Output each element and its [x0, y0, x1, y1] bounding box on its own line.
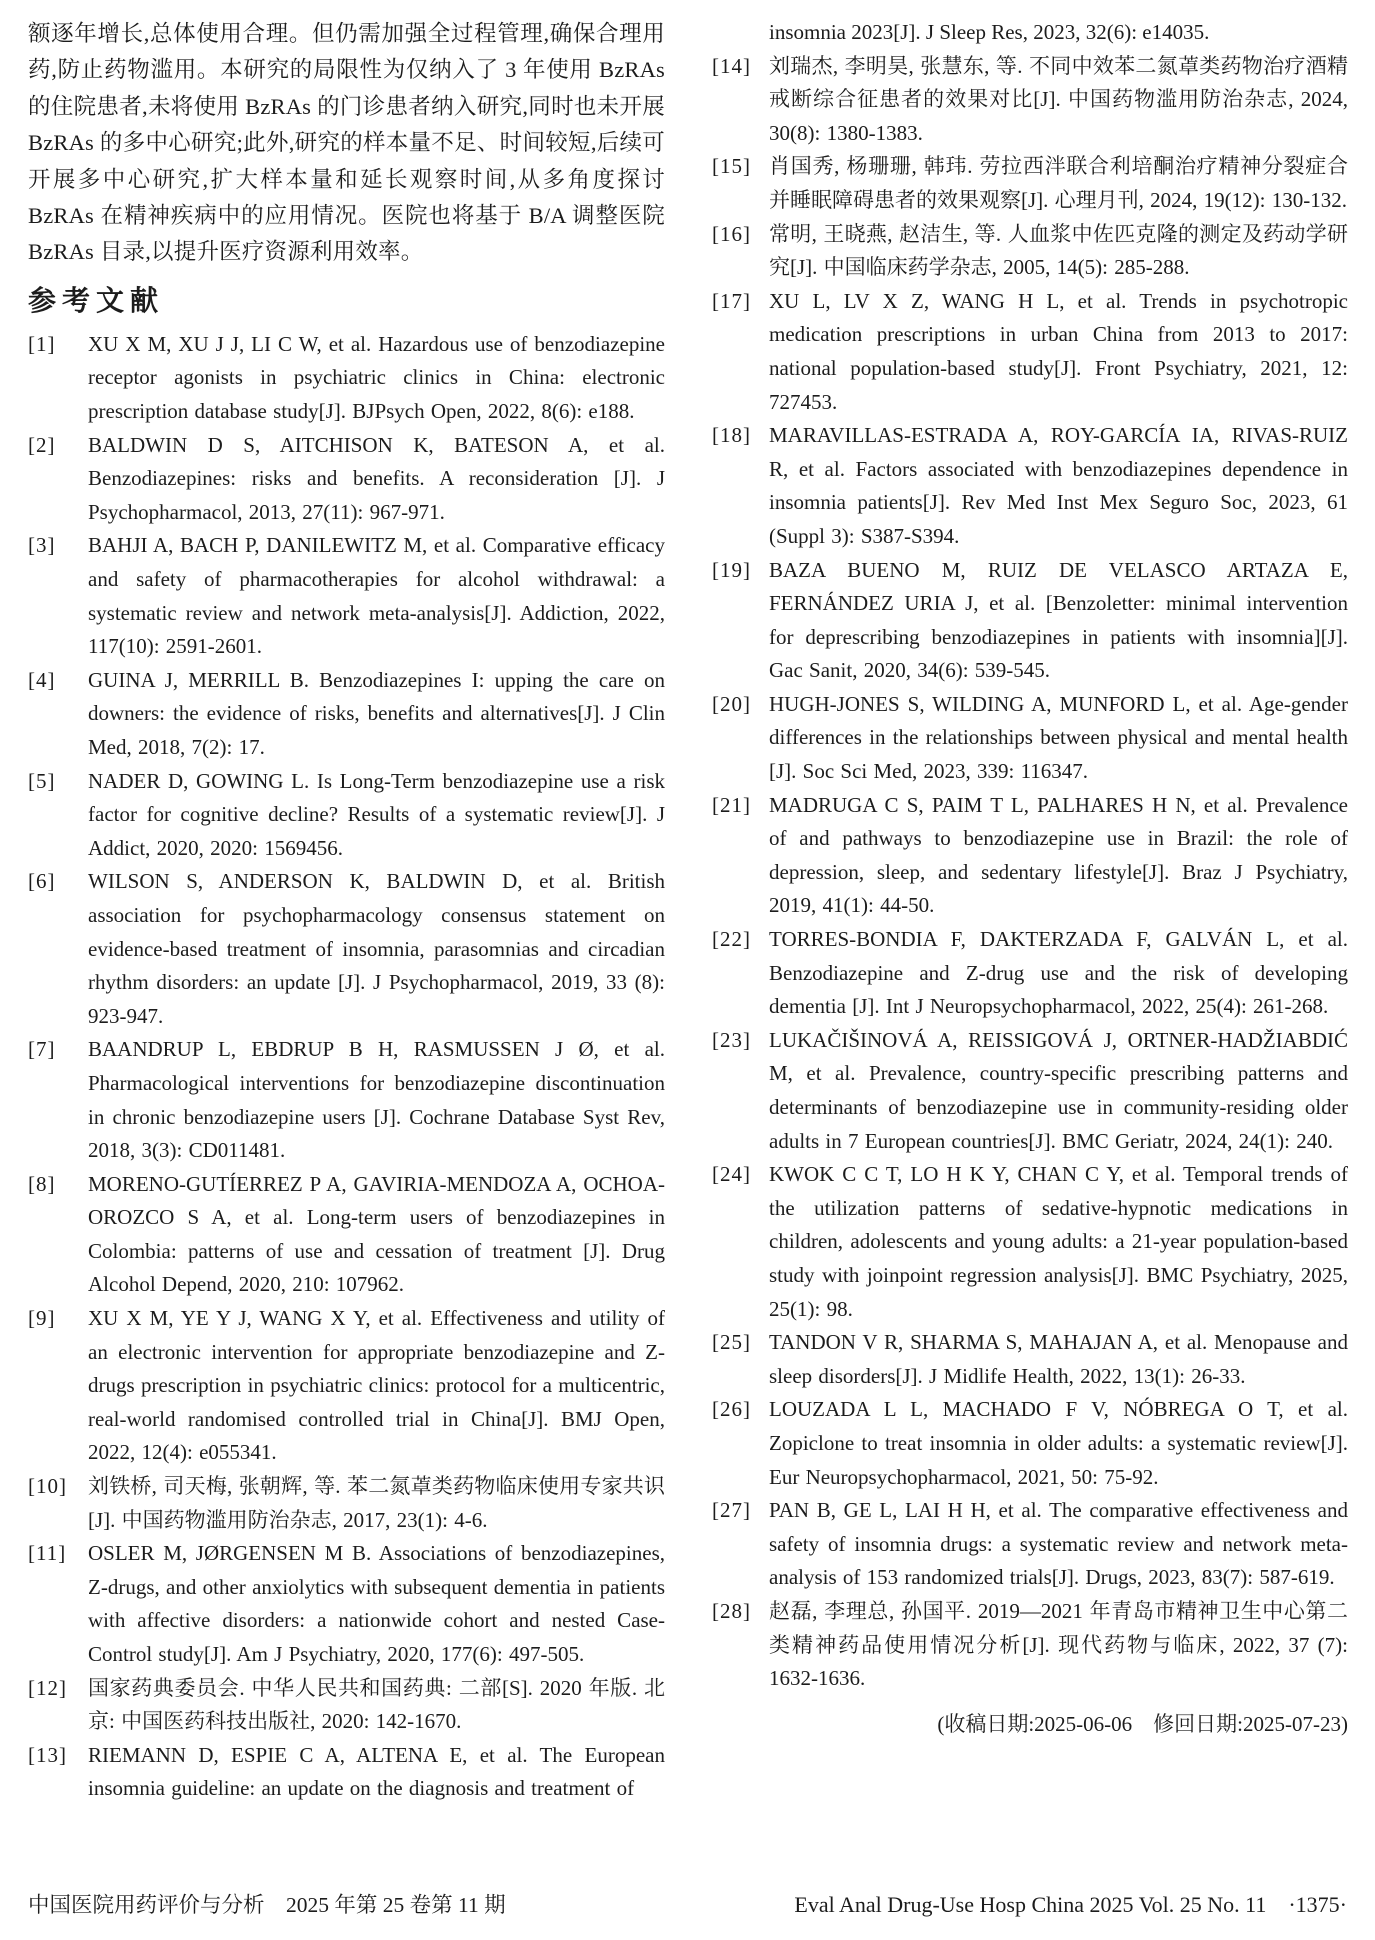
reference-text: RIEMANN D, ESPIE C A, ALTENA E, et al. The European insomnia guideline: an update on the diagnosis and treatment of [88, 1742, 665, 1801]
reference-item [28, 328, 665, 429]
reference-text: 肖国秀, 杨珊珊, 韩玮. 劳拉西泮联合利培酮治疗精神分裂症合并睡眠障碍患者的效果观察[J]. 心理月刊, 2024, 19(12): 130-132. [769, 154, 1348, 212]
reference-continuation-line [712, 16, 1348, 50]
reference-item [712, 1158, 1348, 1326]
reference-item [712, 1393, 1348, 1494]
reference-text: XU L, LV X Z, WANG H L, et al. Trends in psychotropic medication prescriptions in urban China from 2013 to 2017: national population-based study[J]. Front Psychiatry, 2021, 12: 727453. [769, 288, 1348, 414]
reference-continuation-text: insomnia 2023[J]. J Sleep Res, 2023, 32(6): e14035. [769, 20, 1210, 44]
reference-text: PAN B, GE L, LAI H H, et al. The comparative effectiveness and safety of insomnia drugs: a systematic review and network meta-analysis of 153 randomized trials[J]. Drugs, 2023, 83(7): 587-619. [769, 1498, 1348, 1590]
references-list-right [712, 50, 1348, 1696]
reference-number: [8] [28, 1171, 56, 1196]
reference-number: [10] [28, 1474, 67, 1499]
reference-item [712, 218, 1348, 285]
reference-text: GUINA J, MERRILL B. Benzodiazepines I: upping the care on downers: the evidence of risks, benefits and alternatives[J]. J Clin Med, 2018, 7(2): 17. [88, 667, 665, 759]
reference-text: 刘铁桥, 司天梅, 张朝辉, 等. 苯二氮䓬类药物临床使用专家共识[J]. 中国药物滥用防治杂志, 2017, 23(1): 4-6. [88, 1474, 665, 1532]
reference-number: [9] [28, 1306, 56, 1331]
reference-number: [23] [712, 1027, 751, 1052]
reference-number: [22] [712, 927, 751, 952]
reference-item [712, 1326, 1348, 1393]
reference-item [712, 1024, 1348, 1158]
reference-item [28, 1672, 665, 1739]
reference-text: 刘瑞杰, 李明昊, 张慧东, 等. 不同中效苯二氮䓬类药物治疗酒精戒断综合征患者的效果对比[J]. 中国药物滥用防治杂志, 2024, 30(8): 1380-1383. [769, 53, 1348, 145]
footer-journal-title-cn: 中国医院用药评价与分析 2025 年第 25 卷第 11 期 [28, 1893, 506, 1917]
reference-number: [15] [712, 154, 751, 179]
reference-text: TORRES-BONDIA F, DAKTERZADA F, GALVÁN L, et al. Benzodiazepine and Z-drug use and the risk of developing dementia [J]. Int J Neuropsychopharmacol, 2022, 25(4): 261-268. [769, 927, 1348, 1019]
reference-number: [27] [712, 1498, 751, 1523]
reference-item [28, 529, 665, 663]
reference-text: OSLER M, JØRGENSEN M B. Associations of benzodiazepines, Z-drugs, and other anxiolytics with subsequent dementia in patients with affective disorders: a nationwide cohort and nested Case-Control study[J]. Am J Psychiatry, 2020, 177(6): 497-505. [88, 1541, 665, 1666]
reference-text: BAZA BUENO M, RUIZ DE VELASCO ARTAZA E, FERNÁNDEZ URIA J, et al. [Benzoletter: minimal intervention for deprescribing benzodiazepines in patients with insomnia][J]. Gac Sanit, 2020, 34(6): 539-545. [769, 557, 1348, 683]
reference-item [712, 1494, 1348, 1595]
reference-text: TANDON V R, SHARMA S, MAHAJAN A, et al. Menopause and sleep disorders[J]. J Midlife Health, 2022, 13(1): 26-33. [769, 1330, 1348, 1388]
reference-number: [20] [712, 691, 751, 716]
reference-text: 赵磊, 李理总, 孙国平. 2019—2021 年青岛市精神卫生中心第二类精神药品使用情况分析[J]. 现代药物与临床, 2022, 37 (7): 1632-1636. [769, 1598, 1348, 1691]
reference-text: BALDWIN D S, AITCHISON K, BATESON A, et al. Benzodiazepines: risks and benefits. A reconsideration [J]. J Psychopharmacol, 2013, 27(11): 967-971. [88, 432, 665, 524]
reference-number: [26] [712, 1397, 751, 1422]
discussion-paragraph: 额逐年增长,总体使用合理。但仍需加强全过程管理,确保合理用药,防止药物滥用。本研究的局限性为仅纳入了 3 年使用 BzRAs 的住院患者,未将使用 BzRAs 的门诊患者纳入研究,同时也未开展 BzRAs 的多中心研究;此外,研究的样本量不足、时间较短,后续可开展多中心研究,扩大样本量和延长观察时间,从多角度探讨 BzRAs 在精神疾病中的应用情况。医院也将基于 B/A 调整医院 BzRAs 目录,以提升医疗资源利用效率。 [28, 21, 665, 265]
reference-number: [11] [28, 1541, 67, 1566]
reference-item [712, 50, 1348, 151]
reference-number: [4] [28, 667, 56, 692]
reference-number: [14] [712, 53, 751, 78]
reference-number: [7] [28, 1037, 56, 1062]
reference-text: MORENO-GUTÍERREZ P A, GAVIRIA-MENDOZA A, OCHOA-OROZCO S A, et al. Long-term users of benzodiazepines in Colombia: patterns of use and cessation of treatment [J]. Drug Alcohol Depend, 2020, 210: 107962. [88, 1171, 665, 1297]
reference-text: KWOK C C T, LO H K Y, CHAN C Y, et al. Temporal trends of the utilization patterns of sedative-hypnotic medications in children, adolescents and young adults: a 21-year population-based study with joinpoint regression analysis[J]. BMC Psychiatry, 2025, 25(1): 98. [769, 1162, 1348, 1321]
reference-number: [6] [28, 869, 56, 894]
reference-text: LUKAČIŠINOVÁ A, REISSIGOVÁ J, ORTNER-HADŽIABDIĆ M, et al. Prevalence, country-specific prescribing patterns and determinants of benzodiazepine use in community-residing older adults in 7 European countries[J]. BMC Geriatr, 2024, 24(1): 240. [769, 1027, 1348, 1153]
reference-number: [18] [712, 423, 751, 448]
reference-number: [2] [28, 432, 56, 457]
references-list-left [28, 328, 665, 1806]
reference-number: [19] [712, 557, 751, 582]
reference-item [28, 1537, 665, 1671]
reference-item [28, 664, 665, 765]
reference-item [28, 1739, 665, 1806]
reference-item [28, 765, 665, 866]
reference-text: LOUZADA L L, MACHADO F V, NÓBREGA O T, et al. Zopiclone to treat insomnia in older adults: a systematic review[J]. Eur Neuropsychopharmacol, 2021, 50: 75-92. [769, 1397, 1348, 1489]
reference-number: [24] [712, 1162, 751, 1187]
reference-item [712, 923, 1348, 1024]
reference-text: BAANDRUP L, EBDRUP B H, RASMUSSEN J Ø, et al. Pharmacological interventions for benzodiazepine discontinuation in chronic benzodiazepine users [J]. Cochrane Database Syst Rev, 2018, 3(3): CD011481. [88, 1037, 665, 1163]
reference-text: NADER D, GOWING L. Is Long-Term benzodiazepine use a risk factor for cognitive decline? Results of a systematic review[J]. J Addict, 2020, 2020: 1569456. [88, 768, 665, 860]
reference-item [28, 1302, 665, 1470]
reference-text: MARAVILLAS-ESTRADA A, ROY-GARCÍA IA, RIVAS-RUIZ R, et al. Factors associated with benzodiazepines dependence in insomnia patients[J]. Rev Med Inst Mex Seguro Soc, 2023, 61 (Suppl 3): S387-S394. [769, 423, 1348, 548]
reference-item [28, 1168, 665, 1302]
reference-item [28, 1470, 665, 1537]
reference-item [712, 150, 1348, 217]
reference-number: [1] [28, 331, 56, 356]
reference-text: WILSON S, ANDERSON K, BALDWIN D, et al. British association for psychopharmacology consensus statement on evidence-based treatment of insomnia, parasomnias and circadian rhythm disorders: an update [J]. J Psychopharmacol, 2019, 33 (8): 923-947. [88, 869, 665, 1028]
left-column [28, 16, 665, 1806]
reference-number: [3] [28, 533, 56, 558]
received-revised-dates: (收稿日期:2025-06-06 修回日期:2025-07-23) [937, 1711, 1348, 1736]
reference-item [712, 1595, 1348, 1696]
reference-number: [17] [712, 288, 751, 313]
reference-number: [28] [712, 1598, 751, 1623]
right-column [712, 16, 1348, 1741]
references-heading: 参考文献 [28, 283, 165, 317]
reference-item [712, 285, 1348, 419]
footer-journal-title-en: Eval Anal Drug-Use Hosp China 2025 Vol. 25 No. 11 ·1375· [794, 1892, 1347, 1917]
reference-item [712, 554, 1348, 688]
reference-number: [13] [28, 1742, 67, 1767]
reference-item [28, 429, 665, 530]
reference-text: HUGH-JONES S, WILDING A, MUNFORD L, et al. Age-gender differences in the relationships between physical and mental health [J]. Soc Sci Med, 2023, 339: 116347. [769, 691, 1348, 784]
reference-text: MADRUGA C S, PAIM T L, PALHARES H N, et al. Prevalence of and pathways to benzodiazepine use in Brazil: the role of depression, sleep, and sedentary lifestyle[J]. Braz J Psychiatry, 2019, 41(1): 44-50. [769, 792, 1348, 918]
reference-text: XU X M, YE Y J, WANG X Y, et al. Effectiveness and utility of an electronic intervention for appropriate benzodiazepine and Z-drugs prescription in psychiatric clinics: protocol for a multicentric, real-world randomised controlled trial in China[J]. BMJ Open, 2022, 12(4): e055341. [88, 1306, 665, 1465]
reference-item [28, 865, 665, 1033]
reference-item [28, 1033, 665, 1167]
reference-item [712, 789, 1348, 923]
reference-number: [16] [712, 221, 751, 246]
reference-number: [5] [28, 768, 56, 793]
reference-item [712, 419, 1348, 553]
reference-item [712, 688, 1348, 789]
reference-number: [12] [28, 1675, 67, 1700]
reference-number: [21] [712, 792, 751, 817]
reference-text: BAHJI A, BACH P, DANILEWITZ M, et al. Comparative efficacy and safety of pharmacotherapies for alcohol withdrawal: a systematic review and network meta-analysis[J]. Addiction, 2022, 117(10): 2591-2601. [88, 533, 665, 659]
reference-text: XU X M, XU J J, LI C W, et al. Hazardous use of benzodiazepine receptor agonists in psychiatric clinics in China: electronic prescription database study[J]. BJPsych Open, 2022, 8(6): e188. [88, 331, 665, 424]
reference-number: [25] [712, 1330, 751, 1355]
reference-text: 国家药典委员会. 中华人民共和国药典: 二部[S]. 2020 年版. 北京: 中国医药科技出版社, 2020: 142-1670. [88, 1675, 665, 1734]
reference-text: 常明, 王晓燕, 赵洁生, 等. 人血浆中佐匹克隆的测定及药动学研究[J]. 中国临床药学杂志, 2005, 14(5): 285-288. [769, 221, 1348, 280]
